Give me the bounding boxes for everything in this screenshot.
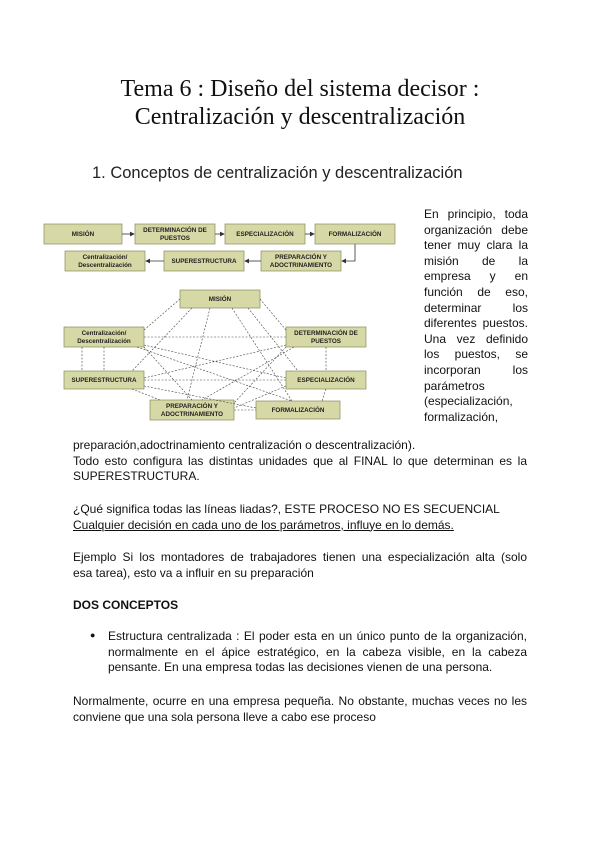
paragraph-ejemplo [73, 550, 527, 581]
text-line: Ejemplo Si los montadores de trabajadores tienen una especialización alta (solo [73, 550, 527, 564]
side-line: Una vez definido [424, 331, 528, 346]
text-line: esa tarea), esto va a influir en su preparación [73, 565, 314, 580]
side-line: parámetros [424, 378, 485, 393]
page-title-line-1: Tema 6 : Diseño del sistema decisor : [120, 76, 480, 102]
text-line: ¿Qué significa todas las líneas liadas?, ESTE PROCESO NO ES SECUENCIAL [73, 502, 500, 516]
flow-text-formalizacion: FORMALIZACIÓN [328, 231, 382, 238]
bullet-icon: ● [90, 630, 96, 640]
section-heading: 1. Conceptos de centralización y descentralización [92, 164, 463, 182]
net-text-centralizacion-2: Descentralización [77, 338, 131, 345]
net-text-preparacion-1: PREPARACIÓN Y [166, 403, 218, 410]
page-title-line-2: Centralización y descentralización [134, 104, 466, 130]
flow-text-mision: MISIÓN [71, 231, 95, 238]
net-text-especializacion: ESPECIALIZACIÓN [297, 377, 355, 384]
flow-text-preparacion-2: ADOCTRINAMIENTO [269, 262, 333, 269]
text-line: preparación,adoctrinamiento centralización o descentralización). [73, 438, 416, 452]
side-line: En principio, toda [424, 207, 528, 221]
side-line: empresa y en [424, 269, 528, 284]
paragraph-normalmente [73, 694, 527, 725]
paragraph-lineas [73, 502, 527, 533]
net-text-superestructura: SUPERESTRUCTURA [71, 377, 137, 384]
side-line: tener muy clara la [424, 238, 528, 253]
flow-text-centralizacion-2: Descentralización [78, 262, 132, 269]
net-text-determinacion-1: DETERMINACIÓN DE [294, 330, 358, 337]
text-line: Normalmente, ocurre en una empresa pequeña. No obstante, muchas veces no les [73, 694, 527, 708]
side-line: incorporan los [424, 362, 528, 377]
flow-text-preparacion-1: PREPARACIÓN Y [275, 254, 327, 261]
side-line: organización debe [424, 222, 528, 237]
side-line: los puestos, se [424, 347, 528, 362]
side-line: diferentes puestos. [424, 316, 528, 331]
underlined-line: Cualquier decisión en cada uno de los parámetros, influye en lo demás. [73, 517, 454, 532]
net-text-mision: MISIÓN [208, 296, 232, 303]
parameters-diagram [42, 218, 414, 428]
side-line: (especialización, [424, 394, 513, 409]
flow-text-centralizacion-1: Centralización/ [82, 254, 128, 261]
flow-text-especializacion: ESPECIALIZACIÓN [236, 231, 294, 238]
text-line: Estructura centralizada : El poder esta en un único punto de la organización, [108, 629, 527, 643]
net-text-preparacion-2: ADOCTRINAMIENTO [160, 411, 224, 418]
side-line: misión de la [424, 253, 528, 268]
text-line: normalmente en el ápice estratégico, en la cabeza visible, en la cabeza [108, 644, 527, 659]
side-line: formalización, [424, 409, 499, 424]
net-text-centralizacion-1: Centralización/ [81, 330, 127, 337]
net-text-determinacion-2: PUESTOS [311, 338, 341, 345]
paragraph-superestructura [73, 438, 527, 485]
text-line: Todo esto configura las distintas unidades que al FINAL lo que determinan es la [73, 453, 527, 468]
flow-text-superestructura: SUPERESTRUCTURA [171, 258, 237, 265]
text-line: pensante. En una empresa todas las decisiones vienen de una persona. [108, 660, 493, 675]
bullet-paragraph [108, 629, 527, 676]
subheading-dos-conceptos: DOS CONCEPTOS [73, 598, 179, 612]
text-line: SUPERESTRUCTURA. [73, 469, 200, 484]
side-paragraph [424, 207, 528, 425]
side-line: determinar los [424, 300, 528, 315]
flow-text-determinacion-1: DETERMINACIÓN DE [143, 227, 207, 234]
flow-text-determinacion-2: PUESTOS [160, 235, 190, 242]
text-line: conviene que una sola persona lleve a cabo ese proceso [73, 709, 376, 724]
side-line: función de eso, [424, 284, 528, 299]
net-text-formalizacion: FORMALIZACIÓN [271, 407, 325, 414]
